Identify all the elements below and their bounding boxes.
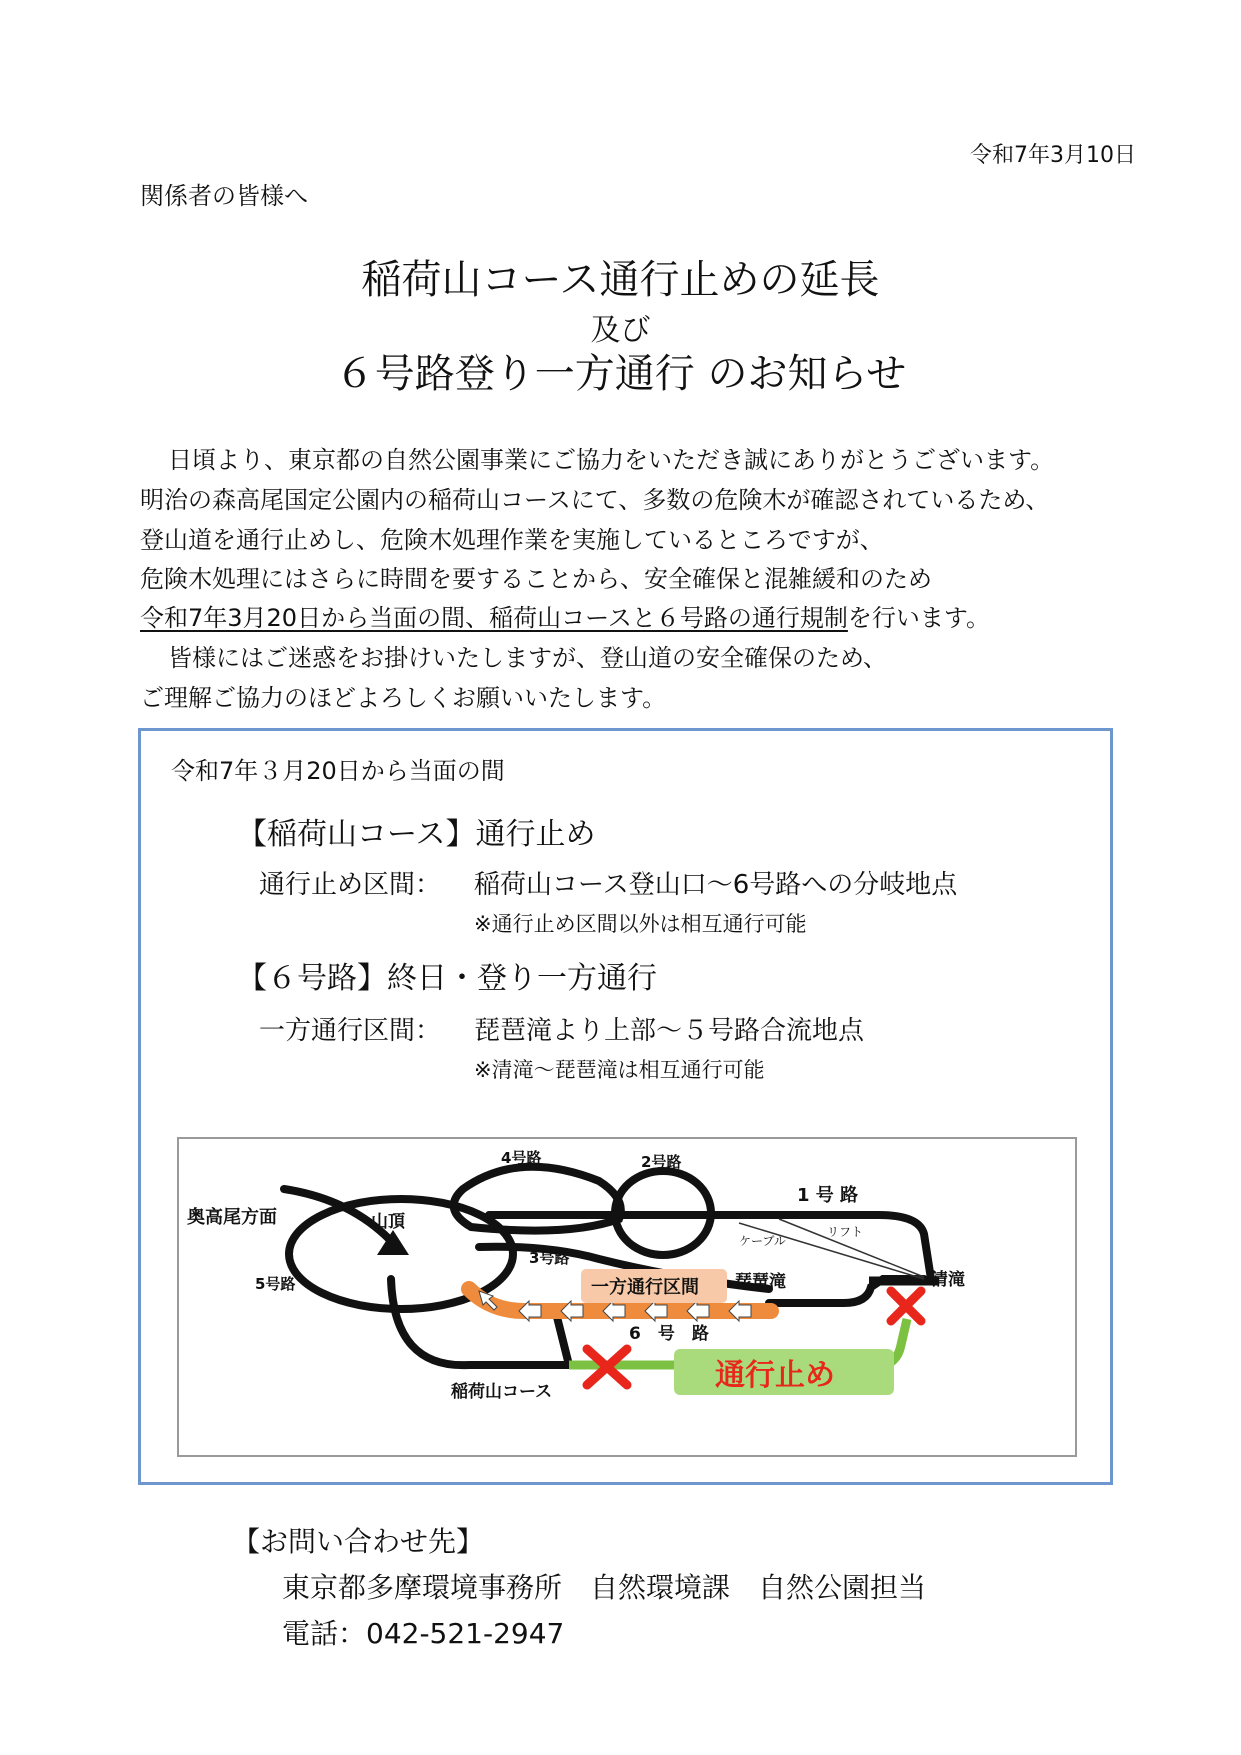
body-line-2: 明治の森高尾国定公園内の稲荷山コースにて、多数の危険木が確認されているため、 [140, 486, 1050, 514]
title-line-2: 及び [590, 313, 651, 348]
label-cable: ケーブル [739, 1234, 786, 1248]
label-kiyotaki: 清滝 [931, 1270, 965, 1290]
label-lift: リフト [827, 1225, 864, 1239]
label-oneway-zone: 一方通行区間 [591, 1277, 699, 1298]
label-route6: 6 号 路 [629, 1324, 709, 1344]
body-line-5 [140, 598, 990, 633]
section2-note: ※清滝～琵琶滝は相互通行可能 [474, 1058, 765, 1082]
contact-office: 東京都多摩環境事務所 自然環境課 自然公園担当 [282, 1571, 927, 1604]
label-biwataki: 琵琶滝 [735, 1272, 786, 1292]
label-route4: 4号路 [501, 1149, 542, 1167]
section1-value: 稲荷山コース登山口～6号路への分岐地点 [474, 870, 958, 900]
notice-box [138, 728, 1113, 1485]
label-route1: 1 号 路 [797, 1185, 859, 1206]
body-paragraph-2: 皆様にはご迷惑をお掛けいたしますが、登山道の安全確保のため、 [168, 644, 888, 672]
section1-heading: 【稲荷山コース】通行止め [237, 817, 596, 852]
label-inariyama: 稲荷山コース [451, 1382, 553, 1402]
body-line-3: 登山道を通行止めし、危険木処理作業を実施しているところですが、 [140, 526, 884, 554]
body-line-7: ご理解ご協力のほどよろしくお願いいたします。 [140, 684, 667, 712]
body-line-4: 危険木処理にはさらに時間を要することから、安全確保と混雑緩和のため [140, 565, 932, 593]
label-route2: 2号路 [641, 1153, 682, 1171]
regulation-underlined: 令和7年3月20日から当面の間、稲荷山コースと６号路の通行規制 [140, 604, 848, 632]
body-line-5-rest: を行います。 [847, 604, 990, 632]
notice-period: 令和7年３月20日から当面の間 [171, 757, 505, 785]
title-line-1: 稲荷山コース通行止めの延長 [361, 257, 880, 303]
section2-label: 一方通行区間： [259, 1016, 442, 1046]
addressee: 関係者の皆様へ [140, 182, 308, 210]
trail-map-svg [179, 1139, 1075, 1455]
contact-heading: 【お問い合わせ先】 [232, 1525, 485, 1558]
section2-heading: 【６号路】終日・登り一方通行 [237, 961, 657, 996]
trail-map [177, 1137, 1077, 1457]
label-route5: 5号路 [255, 1275, 296, 1293]
section1-note: ※通行止め区間以外は相互通行可能 [474, 912, 807, 936]
label-route3: 3号路 [529, 1249, 570, 1267]
title-line-3: ６号路登り一方通行 のお知らせ [334, 351, 907, 397]
section1-label: 通行止め区間： [259, 870, 442, 900]
body-paragraph-1: 日頃より、東京都の自然公園事業にご協力をいただき誠にありがとうございます。 [168, 446, 1055, 474]
contact-phone: 電話：042-521-2947 [282, 1617, 565, 1650]
cross-icon-kiyotaki [891, 1291, 921, 1321]
label-closed: 通行止め [715, 1358, 835, 1393]
route4-loop [454, 1167, 621, 1231]
label-summit: 山頂 [371, 1212, 405, 1232]
section2-value: 琵琶滝より上部～５号路合流地点 [474, 1016, 865, 1046]
document-date: 令和7年3月10日 [970, 143, 1136, 168]
label-okutakao: 奥高尾方面 [187, 1207, 277, 1228]
